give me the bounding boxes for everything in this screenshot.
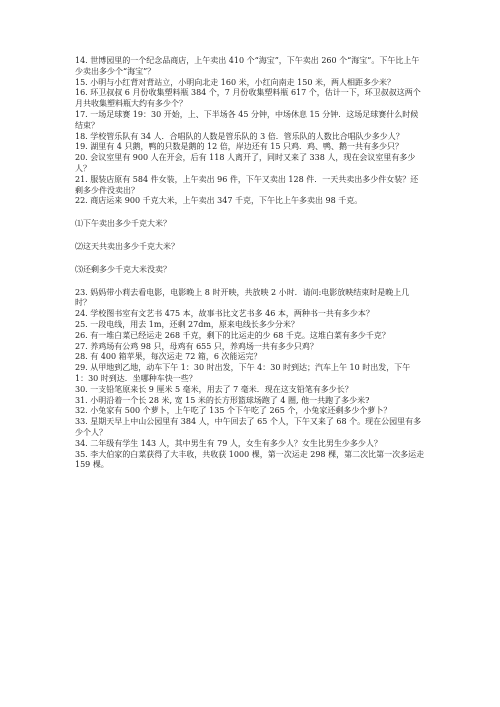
question-19: 19. 湖里有 4 只鹅，鸭的只数是鹅的 12 倍，岸边还有 15 只鸡．鸡、鸭、鹅一共有多少只？ <box>75 142 403 152</box>
question-32: 32. 小兔家有 500 个萝卜，上午吃了 135 个下午吃了 265 个，小兔家还剩多少个萝卜？ <box>75 406 392 416</box>
question-33: 33. 星期天早上中山公园里有 384 人，中午回去了 65 个人，下午又来了 68 个。现在公园里有多少个人？ <box>75 417 422 437</box>
question-15: 15. 小明与小红背对背站立，小明向北走 160 米，小红向南走 150 米，两人相距多少米？ <box>75 77 395 87</box>
question-17: 17. 一场足球赛 19：30 开始，上、下半场各 45 分钟，中场休息 15 分钟．这场足球赛什么时候结束？ <box>75 109 419 130</box>
question-34: 34. 二年级有学生 143 人，其中男生有 79 人，女生有多少人？女生比男生少多少人？ <box>75 438 382 448</box>
question-22: 22. 商店运来 900 千克大米，上午卖出 347 千克，下午比上午多卖出 98 千克。 <box>75 196 363 206</box>
question-29: 29. 从甲地到乙地，动车下午 1：30 时出发，下午 4：30 时到达；汽车上午 10 时出发，下午 1：30 时到达．坐哪种车快一些？ <box>75 363 411 383</box>
question-18: 18. 学校管乐队有 34 人．合唱队的人数是管乐队的 3 倍．管乐队的人数比合唱队少多少人？ <box>75 131 404 141</box>
question-23: 23. 妈妈带小莉去看电影，电影晚上 8 时开映，共放映 2 小时．请问:电影放映结束时是晚上几时？ <box>75 287 410 308</box>
question-14: 14. 世博园里的一个纪念品商店，上午卖出 410 个“海宝”，下午卖出 260 个“海宝”。下午比上午少卖出多少个“海宝”？ <box>75 56 420 76</box>
question-35: 35. 李大伯家的白菜获得了大丰收，共收获 1000 棵，第一次运走 298 棵，第二次比第一次多运走 159 棵。 <box>75 449 425 470</box>
questions-block-a <box>75 56 425 207</box>
sub-questions-block <box>75 219 425 275</box>
question-25: 25. 一段电线，用去 1m，还剩 27dm，原来电线长多少分米？ <box>75 319 299 329</box>
question-21: 21. 服装店原有 584 件女装，上午卖出 96 件，下午又卖出 128 件．一天共卖出多少件女装？还剩多少件没卖出？ <box>75 174 419 195</box>
worksheet-page <box>75 56 425 471</box>
sub-question-1: ⑴下午卖出多少千克大米？ <box>75 219 171 229</box>
question-24: 24. 学校图书室有文艺书 475 本，故事书比文艺书多 46 本，两种书一共有多少本？ <box>75 309 374 319</box>
question-30: 30. 一支铅笔原来长 9 厘米 5 毫米，用去了 7 毫米．现在这支铅笔有多少长？ <box>75 384 353 394</box>
question-31: 31. 小明沿着一个长 28 米, 宽 15 米的长方形篮球场跑了 4 圈, 他一共跑了多少米? <box>75 395 370 405</box>
question-27: 27. 养鸡场有公鸡 98 只，母鸡有 655 只，养鸡场一共有多少只鸡？ <box>75 341 318 351</box>
sub-question-2: ⑵这天共卖出多少千克大米？ <box>75 241 179 251</box>
questions-block-b <box>75 288 425 472</box>
question-26: 26. 有一堆白菜已经运走 268 千克，剩下的比运走的少 68 千克。这堆白菜有多少千克？ <box>75 330 390 340</box>
question-20: 20. 会议室里有 900 人在开会，后有 118 人离开了，同时又来了 338 人，现在会议室里有多少人？ <box>75 153 416 173</box>
question-16: 16. 环卫叔叔 6 月份收集塑料瓶 384 个，7 月份收集塑料瓶 617 个，估计一下，环卫叔叔这两个月共收集塑料瓶大约有多少个？ <box>75 88 421 109</box>
question-28: 28. 有 400 箱苹果，每次运走 72 箱，6 次能运完？ <box>75 352 262 362</box>
sub-question-3: ⑶还剩多少千克大米没卖？ <box>75 264 171 274</box>
